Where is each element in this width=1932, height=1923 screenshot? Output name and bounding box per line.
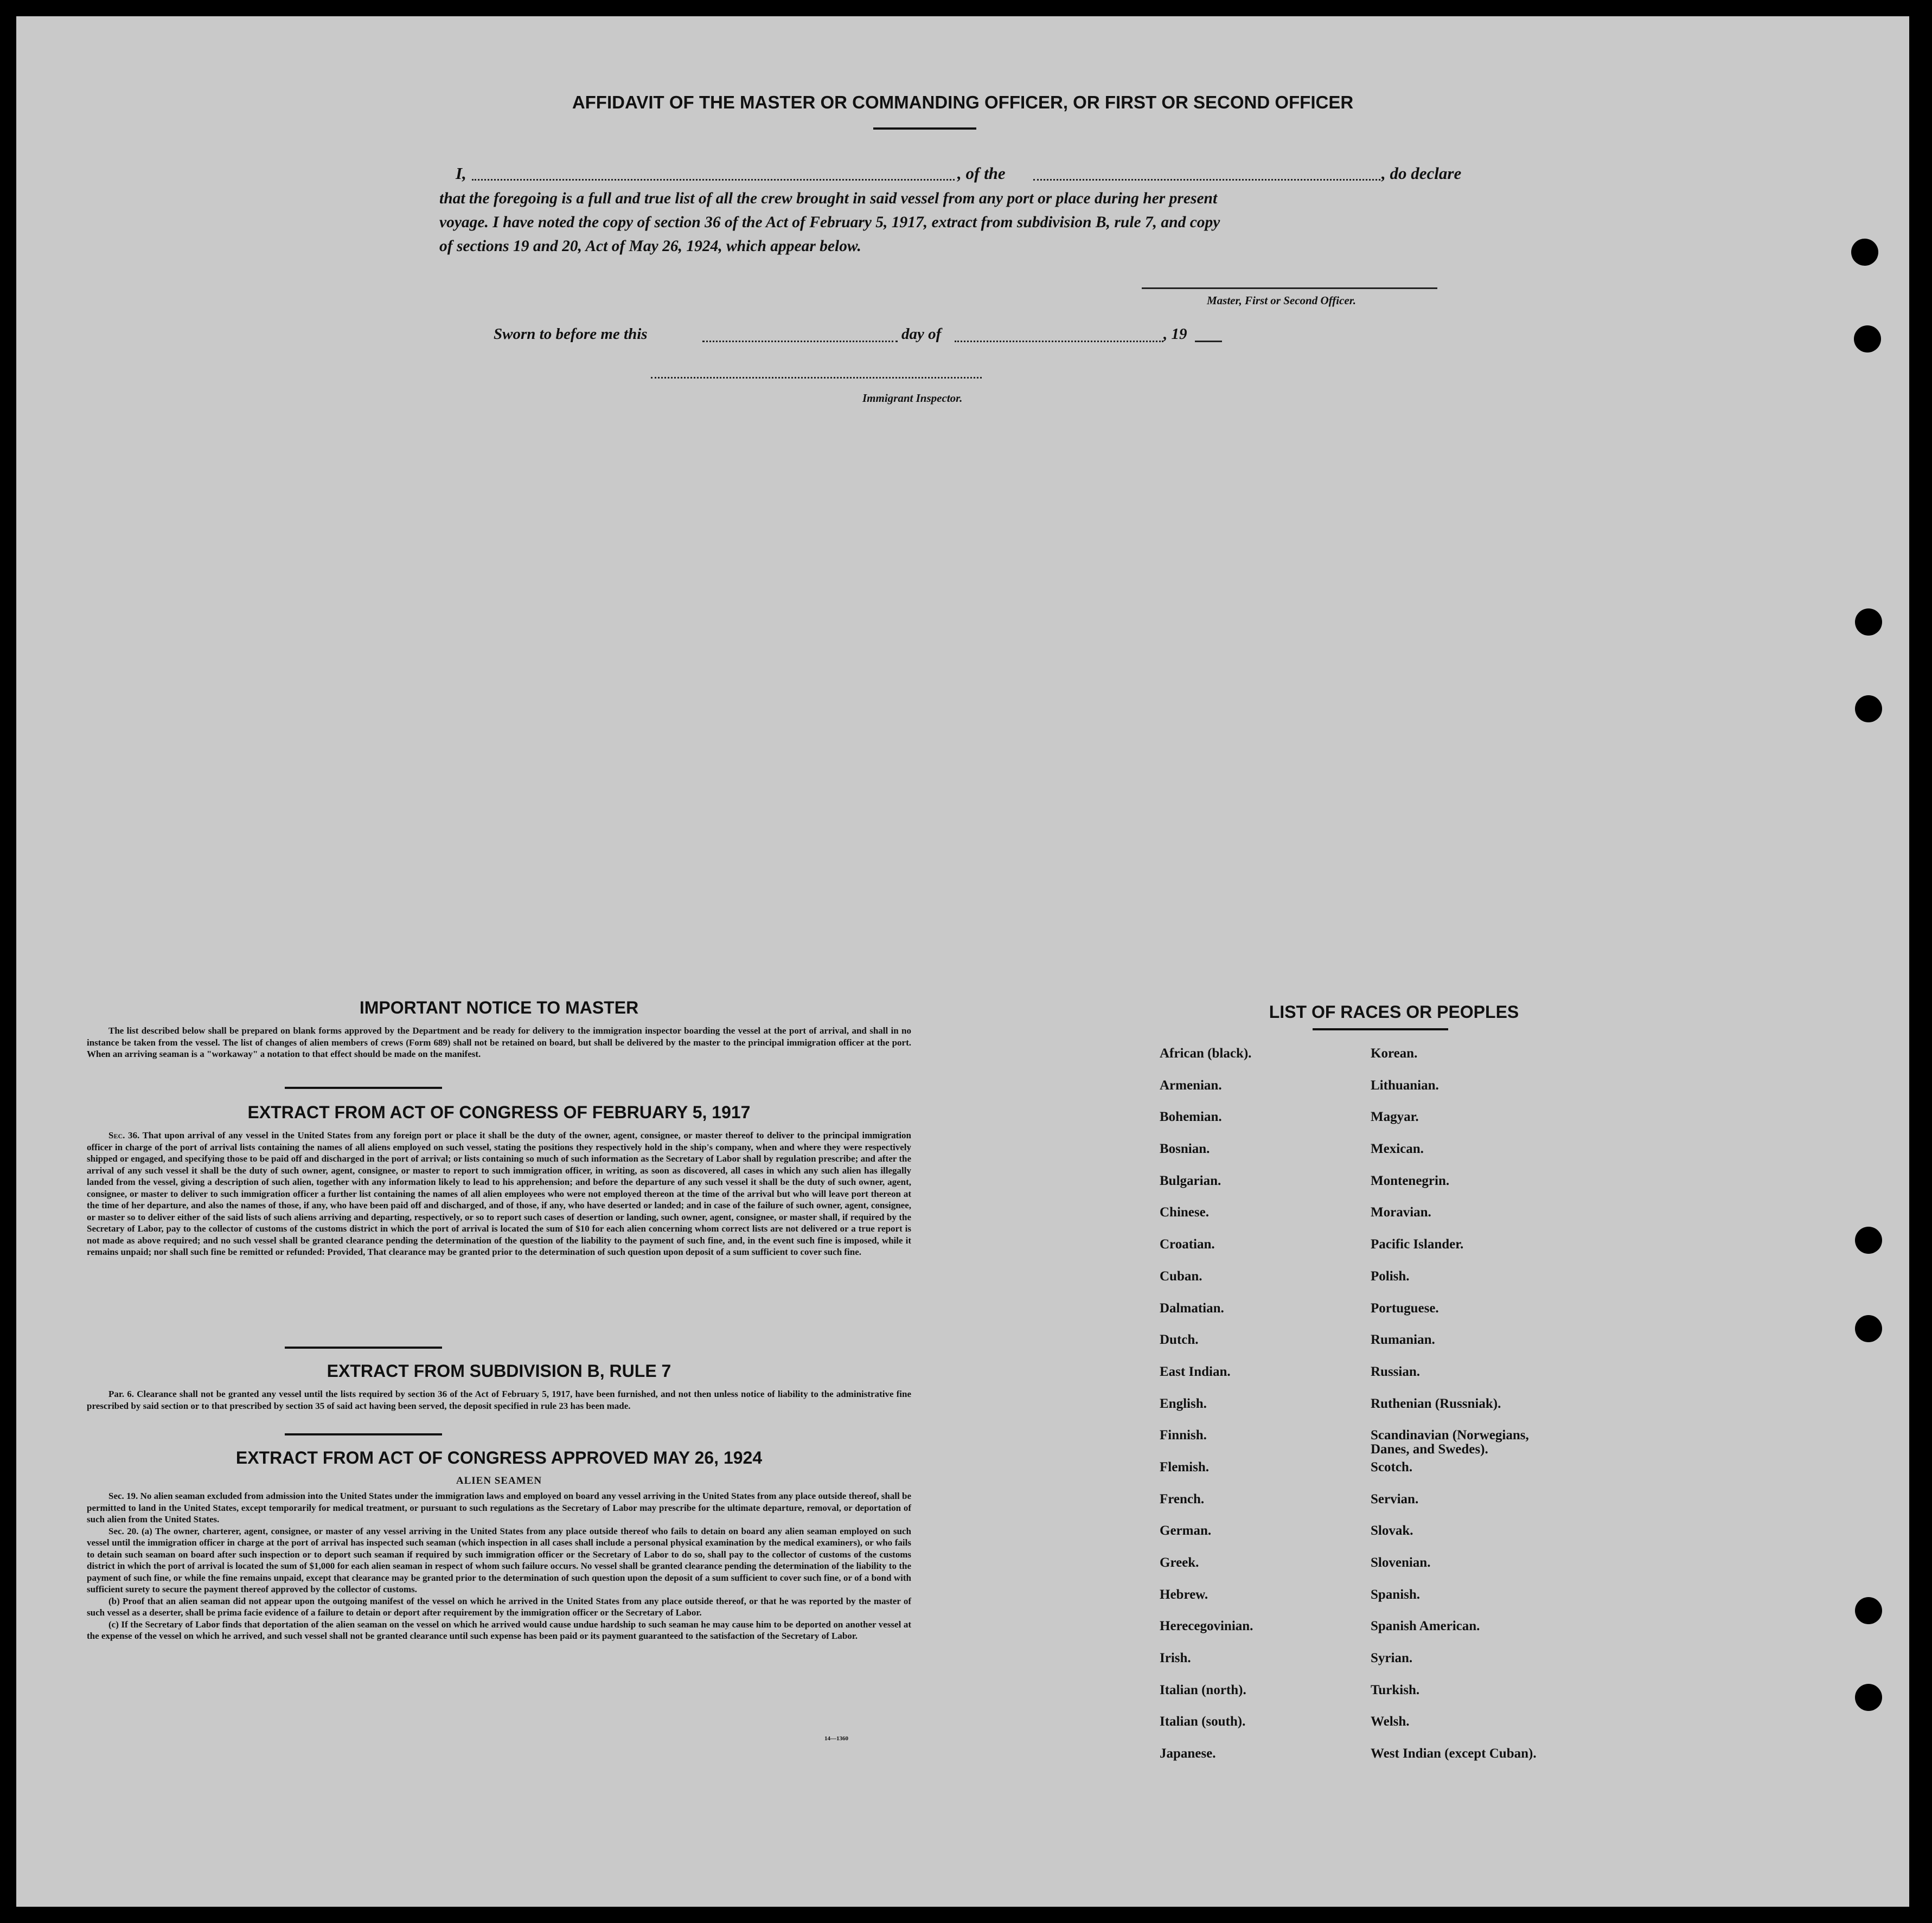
race-item: Bohemian. xyxy=(1160,1110,1222,1125)
punch-hole xyxy=(1855,1315,1882,1342)
affidavit-do-declare: , do declare xyxy=(1381,164,1462,183)
race-item: Irish. xyxy=(1160,1651,1191,1666)
extract-rule7-rule xyxy=(285,1433,442,1435)
notice-title: IMPORTANT NOTICE TO MASTER xyxy=(359,998,639,1017)
extract-1924-title: EXTRACT FROM ACT OF CONGRESS APPROVED MAY 26, 1924 xyxy=(235,1448,763,1467)
master-caption: Master, First or Second Officer. xyxy=(1207,294,1356,307)
extract-1924-text xyxy=(87,1490,911,1642)
race-item: Slovak. xyxy=(1371,1523,1413,1539)
sworn-day-field[interactable] xyxy=(702,341,898,342)
punch-hole xyxy=(1855,1227,1882,1254)
punch-hole xyxy=(1854,325,1881,352)
race-item: Cuban. xyxy=(1160,1268,1202,1284)
extract-1917-paragraph xyxy=(87,1130,911,1258)
affidavit-of-the: , of the xyxy=(957,164,1006,183)
race-item: Finnish. xyxy=(1160,1428,1207,1443)
affidavit-line-3: voyage. I have noted the copy of section 36 of the Act of February 5, 1917, extract from subdivision B, rule 7, and copy xyxy=(439,214,1220,231)
rule7-paragraph: Par. 6. Clearance shall not be granted any vessel until the lists required by section 36 of the Act of February 5, 1917, have been furnished, and not then unless notice of liability to the administrative fine prescribed by said section or to that prescribed by section 35 of said act having been served, the deposit specified in rule 23 has been made. xyxy=(87,1389,911,1411)
manifest-back-page xyxy=(16,16,1909,1907)
race-item: Portuguese. xyxy=(1371,1300,1439,1316)
section-20a-paragraph: Sec. 20. (a) The owner, charterer, agent, consignee, or master of any vessel arriving in the United States from any place outside thereof who fails to detain on board any alien seaman employed on such vessel until the immigration officer in charge at the port of arrival has inspected such seaman (which inspection in all cases shall include a personal physical examination by the medical examiners), or who fails to detain such seaman on board after such inspection or to deport such seaman if required by such immigration officer or the Secretary of Labor to do so, shall pay to the collector of customs of the customs district in which the port of arrival is located the sum of $1,000 for each alien seaman in respect of whom such failure occurs. No vessel shall be granted clearance pending the determination of the liability to the payment of such fine, or while the fine remains unpaid, except that clearance may be granted prior to the determination of such question upon the deposit of a sum sufficient to cover such fine, or of a bond with sufficient surety to secure the payment thereof approved by the collector of customs. xyxy=(87,1525,911,1594)
section-19-paragraph: Sec. 19. No alien seaman excluded from admission into the United States under the immigration laws and employed on board any vessel arriving in the United States from any place outside thereof, shall be permitted to land in the United States, except temporarily for medical treatment, or pursuant to such regulations as the Secretary of Labor may prescribe for the ultimate departure, removal, or deportation of such alien from the United States. xyxy=(87,1491,911,1524)
race-item: Bulgarian. xyxy=(1160,1173,1221,1188)
punch-hole xyxy=(1855,1597,1882,1624)
race-item: Russian. xyxy=(1371,1364,1421,1379)
master-signature-field[interactable] xyxy=(1142,287,1437,289)
sworn-year-field[interactable] xyxy=(1195,341,1222,342)
alien-seamen-subtitle: ALIEN SEAMEN xyxy=(456,1475,542,1486)
race-item: Bosnian. xyxy=(1160,1142,1210,1157)
sworn-month-field[interactable] xyxy=(955,341,1163,342)
race-item: Moravian. xyxy=(1371,1205,1431,1220)
race-item: Mexican. xyxy=(1371,1142,1424,1157)
extract-1917-title: EXTRACT FROM ACT OF CONGRESS OF FEBRUARY 5, 1917 xyxy=(247,1102,751,1122)
affidavit-line-2: that the foregoing is a full and true list of all the crew brought in said vessel from any port or place during her present xyxy=(439,190,1218,207)
race-item: Korean. xyxy=(1371,1046,1418,1061)
section-36-body: That upon arrival of any vessel in the United States from any foreign port or place it shall be the duty of the owner, agent, consignee, or master thereof to deliver to the principal immigration officer in charge of the port of arrival lists containing the names of all aliens employed on such vessel, stating the positions they respectively hold in the ship's company, when and where they were respectively shipped or engaged, and specifying those to be paid off and discharged in the port of arrival; or lists containing so much of such information as the Secretary of Labor shall by regulation prescribe; and after the arrival of any such vessel it shall be the duty of such owner, agent, consignee, or master to report to such immigration officer, in writing, as soon as discovered, all cases in which any such alien has illegally landed from the vessel, giving a description of such alien, together with any information likely to lead to his apprehension; and before the departure of any such vessel it shall be the duty of such owner, agent, consignee, or master to deliver to such immigration officer a further list containing the names of all alien employees who were not employed thereon at the time of the arrival but who will leave port thereon at the time of her departure, and also the names of those, if any, who have been paid off and discharged, and of those, if any, who have deserted or landed; and in case of the failure of such owner, agent, consignee, or master so to deliver either of the said lists of such aliens arriving and departing, respectively, or so to report such cases of desertion or landing, such owner, agent, consignee, or master shall, if required by the Secretary of Labor, pay to the collector of customs of the customs district in which the port of arrival is located the sum of $10 for each alien concerning whom correct lists are not delivered or a true report is not made as above required; and no such vessel shall be granted clearance pending the determination of the question of the liability to the payment of such fine, and, in the event such fine is imposed, while it remains unpaid; nor shall such fine be remitted or refunded: Provided, That clearance may be granted prior to the determination of such question upon deposit of a sum sufficient to cover such fine. xyxy=(87,1130,911,1257)
race-item: Montenegrin. xyxy=(1371,1173,1450,1188)
extract-rule7-title: EXTRACT FROM SUBDIVISION B, RULE 7 xyxy=(327,1361,671,1381)
extract-1917-text xyxy=(87,1130,911,1258)
section-36-lead: Sec. 36. xyxy=(108,1130,140,1140)
inspector-signature-field[interactable] xyxy=(651,377,982,379)
section-20b-paragraph: (b) Proof that an alien seaman did not appear upon the outgoing manifest of the vessel on which he arrived in the United States from any place outside thereof, or that he was reported by the master of such vessel as a deserter, shall be prima facie evidence of a failure to detain or deport after requirement by the immigration officer or the Secretary of Labor. xyxy=(87,1595,911,1618)
race-item: Magyar. xyxy=(1371,1110,1419,1125)
race-item: French. xyxy=(1160,1491,1205,1507)
affidavit-title-rule xyxy=(873,127,976,130)
notice-rule xyxy=(285,1087,442,1089)
notice-text xyxy=(87,1025,911,1060)
declarant-name-field[interactable] xyxy=(472,179,955,181)
extract-1917-rule xyxy=(285,1347,442,1349)
race-item: Armenian. xyxy=(1160,1078,1222,1093)
race-item: Italian (north). xyxy=(1160,1682,1246,1697)
punch-hole xyxy=(1855,1684,1882,1711)
form-number: 14—1360 xyxy=(824,1735,848,1742)
race-item: Polish. xyxy=(1371,1268,1410,1284)
punch-hole xyxy=(1855,695,1882,722)
race-item: Ruthenian (Russniak). xyxy=(1371,1396,1501,1411)
notice-paragraph: The list described below shall be prepared on blank forms approved by the Department and be ready for delivery to the immigration inspector boarding the vessel at the port of arrival, and shall in no instance be taken from the vessel. The list of changes of alien members of crews (Form 689) shall not be retained on board, but shall be delivered by the master to the principal immigration officer at the port. When an arriving seaman is a "workaway" a notation to that effect should be made on the manifest. xyxy=(87,1025,911,1059)
race-item: Turkish. xyxy=(1371,1682,1420,1697)
day-of-text: day of xyxy=(901,325,942,343)
race-item: Dalmatian. xyxy=(1160,1300,1224,1316)
race-item: Pacific Islander. xyxy=(1371,1237,1464,1252)
punch-hole xyxy=(1855,608,1882,636)
race-item: Lithuanian. xyxy=(1371,1078,1439,1093)
race-item: Servian. xyxy=(1371,1491,1419,1507)
vessel-name-field[interactable] xyxy=(1033,179,1380,181)
race-item: German. xyxy=(1160,1523,1212,1539)
race-item: English. xyxy=(1160,1396,1207,1411)
race-item: Spanish American. xyxy=(1371,1619,1480,1634)
race-item: Hebrew. xyxy=(1160,1587,1208,1602)
races-column-2 xyxy=(1371,1047,1537,1779)
section-20c-paragraph: (c) If the Secretary of Labor finds that deportation of the alien seaman on the vessel on which he arrived would cause undue hardship to such seaman he may cause him to be deported on another vessel at the expense of the vessel on which he arrived, and such vessel shall not be granted clearance until such expense has been paid or its payment guaranteed to the satisfaction of the Secretary of Labor. xyxy=(87,1619,911,1641)
year-prefix: , 19 xyxy=(1163,325,1187,343)
race-item: Syrian. xyxy=(1371,1651,1413,1666)
race-item: West Indian (except Cuban). xyxy=(1371,1746,1537,1761)
affidavit-i: I, xyxy=(456,164,466,183)
punch-hole xyxy=(1851,239,1878,266)
race-item: Spanish. xyxy=(1371,1587,1421,1602)
race-item: Welsh. xyxy=(1371,1714,1410,1729)
extract-rule7-text xyxy=(87,1388,911,1412)
race-item: Herecegovinian. xyxy=(1160,1619,1253,1634)
inspector-caption: Immigrant Inspector. xyxy=(862,392,963,405)
race-item: Flemish. xyxy=(1160,1459,1209,1475)
sworn-text: Sworn to before me this xyxy=(494,325,648,343)
race-item: Chinese. xyxy=(1160,1205,1209,1220)
affidavit-title: AFFIDAVIT OF THE MASTER OR COMMANDING OFFICER, OR FIRST OR SECOND OFFICER xyxy=(572,92,1354,112)
race-item: Dutch. xyxy=(1160,1332,1199,1348)
races-title: LIST OF RACES OR PEOPLES xyxy=(1269,1002,1519,1022)
race-item: Greek. xyxy=(1160,1555,1199,1570)
race-item: Italian (south). xyxy=(1160,1714,1246,1729)
race-item: Scandinavian (Norwegians, Danes, and Swedes). xyxy=(1371,1428,1529,1457)
race-item: Japanese. xyxy=(1160,1746,1216,1761)
race-item: African (black). xyxy=(1160,1046,1252,1061)
race-item: Croatian. xyxy=(1160,1237,1215,1252)
races-column-1 xyxy=(1160,1047,1253,1779)
race-item: Slovenian. xyxy=(1371,1555,1431,1570)
race-item: Rumanian. xyxy=(1371,1332,1435,1348)
race-item: Scotch. xyxy=(1371,1459,1413,1475)
race-item: East Indian. xyxy=(1160,1364,1231,1379)
races-title-rule xyxy=(1313,1028,1448,1030)
affidavit-line-4: of sections 19 and 20, Act of May 26, 1924, which appear below. xyxy=(439,238,861,255)
